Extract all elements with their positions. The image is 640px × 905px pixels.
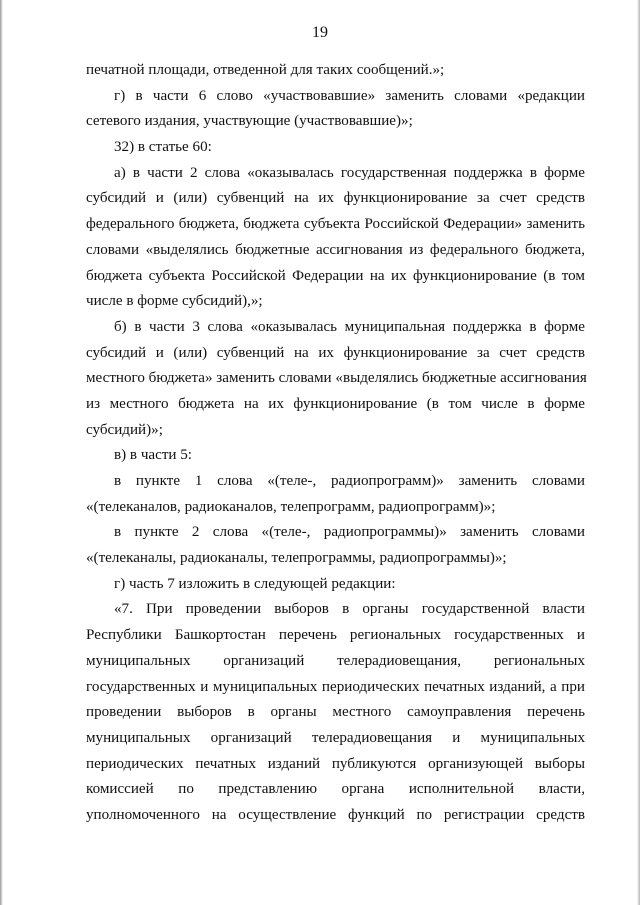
text-line: субсидий и (или) субвенций на их функционирование за счет средств (86, 190, 585, 207)
text-line: местного бюджета» заменить словами «выделялись бюджетные ассигнования (86, 370, 587, 387)
text-line: словами «выделялись бюджетные ассигнования из федерального бюджета, (86, 241, 585, 258)
text-line: в пункте 1 слова «(теле-, радиопрограмм)» заменить словами (114, 473, 585, 489)
text-line: в) в части 5: (114, 447, 193, 464)
text-line: сетевого издания, участвующие (участвовавшие)»; (86, 113, 413, 130)
text-line: а) в части 2 слова «оказывалась государственная поддержка в форме (114, 164, 585, 181)
text-line: 32) в статье 60: (114, 139, 212, 156)
text-line: г) в части 6 слово «участвовавшие» заменить словами «редакции (114, 87, 585, 104)
text-line: федерального бюджета, бюджета субъекта Российской Федерации» заменить (86, 216, 585, 233)
page-number: 19 (312, 24, 328, 41)
text-line: комиссией по представлению органа исполнительной власти, (86, 781, 585, 798)
text-line: «(телеканалы, радиоканалы, телепрограммы, радиопрограммы)»; (86, 550, 507, 567)
text-line: проведении выборов в органы местного самоуправления перечень (86, 704, 585, 721)
text-line: «(телеканалов, радиоканалов, телепрограмм, радиопрограмм)»; (86, 498, 496, 515)
text-line: государственных и муниципальных периодических печатных изданий, а при (86, 678, 585, 695)
text-line: муниципальных организаций телерадиовещания, региональных (86, 652, 585, 669)
text-line: уполномоченного на осуществление функций по регистрации средств (86, 806, 585, 823)
text-line: г) часть 7 изложить в следующей редакции: (114, 575, 396, 592)
text-line: числе в форме субсидий),»; (86, 293, 263, 310)
text-line: б) в части 3 слова «оказывалась муниципальная поддержка в форме (114, 318, 585, 335)
text-line: субсидий)»; (86, 421, 163, 438)
text-line: из местного бюджета на их функционирование (в том числе в форме (86, 395, 585, 412)
text-line: бюджета субъекта Российской Федерации на их функционирование (в том (86, 267, 585, 284)
text-line: субсидий и (или) субвенций на их функционирование за счет средств (86, 344, 585, 361)
scan-edge-left (0, 0, 3, 905)
text-line: печатной площади, отведенной для таких сообщений.»; (86, 62, 445, 78)
text-line: Республики Башкортостан перечень региональных государственных и (86, 627, 585, 644)
text-line: периодических печатных изданий публикуются организующей выборы (86, 755, 585, 772)
text-line: муниципальных организаций телерадиовещания и муниципальных (86, 729, 585, 746)
text-line: «7. При проведении выборов в органы государственной власти (114, 601, 585, 618)
text-line: в пункте 2 слова «(теле-, радиопрограммы)» заменить словами (114, 524, 585, 541)
document-body (86, 58, 585, 829)
